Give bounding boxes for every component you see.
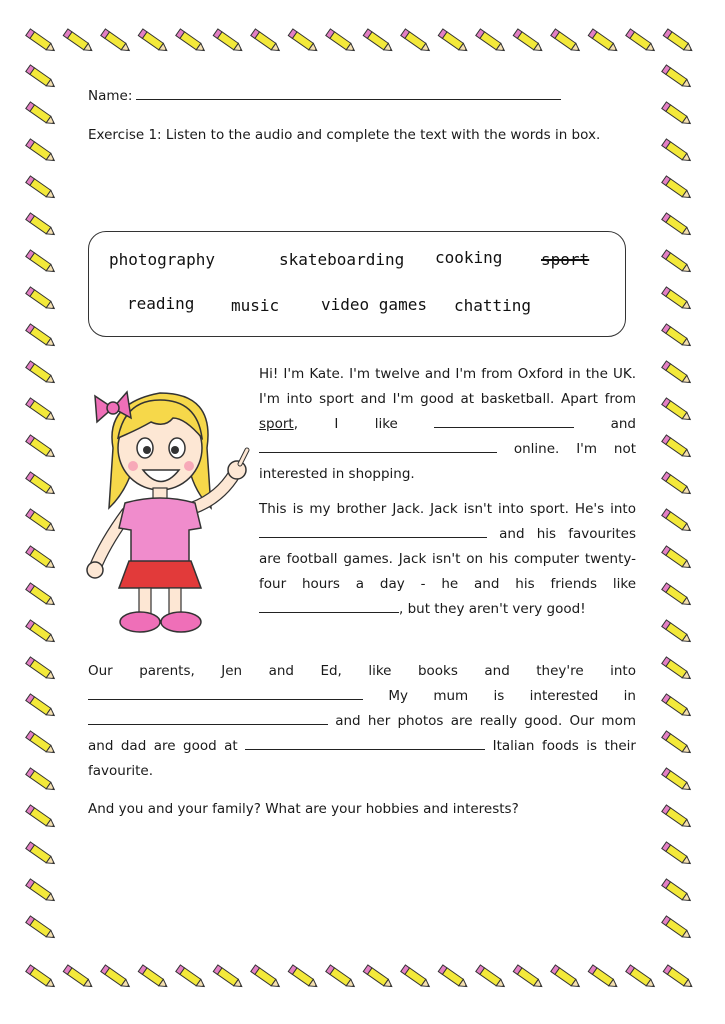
word-skateboarding: skateboarding: [279, 250, 405, 269]
pencil-icon: [326, 29, 357, 54]
blank-4[interactable]: [259, 598, 399, 613]
pencil-icon: [662, 435, 693, 460]
pencil-icon: [662, 324, 693, 349]
pencil-icon: [26, 287, 57, 312]
p2-text-c: , but they aren't very good!: [399, 601, 586, 617]
pencil-icon: [26, 842, 57, 867]
pencil-icon: [26, 620, 57, 645]
pencil-icon: [176, 965, 207, 990]
pencil-icon: [26, 694, 57, 719]
pencil-icon: [476, 29, 507, 54]
word-sport-crossed: sport: [541, 250, 590, 269]
pencil-icon: [63, 965, 94, 990]
pencil-icon: [662, 250, 693, 275]
exercise-instruction: Exercise 1: Listen to the audio and complete the text with the words in box.: [88, 127, 601, 143]
blank-7[interactable]: [245, 735, 485, 750]
p2-text-b: and his favourites are football games. Jack isn't on his computer twenty-four hours a day - he and his friends like: [259, 526, 636, 592]
pencil-icon: [26, 176, 57, 201]
pencil-icon: [662, 398, 693, 423]
word-cooking: cooking: [435, 248, 503, 267]
pencil-icon: [176, 29, 207, 54]
blank-5[interactable]: [88, 685, 363, 700]
pencil-icon: [662, 361, 693, 386]
pencil-icon: [662, 65, 693, 90]
pencil-icon: [513, 29, 544, 54]
pencil-icon: [551, 29, 582, 54]
pencil-icon: [26, 916, 57, 941]
pencil-icon: [476, 965, 507, 990]
blank-2[interactable]: [259, 438, 497, 453]
word-video-games: video games: [321, 295, 427, 314]
pencil-icon: [663, 965, 694, 990]
pencil-icon: [662, 731, 693, 756]
pencil-icon: [662, 509, 693, 534]
name-label: Name:: [88, 88, 133, 104]
word-chatting: chatting: [454, 296, 532, 315]
pencil-icon: [26, 583, 57, 608]
pencil-icon: [662, 176, 693, 201]
pencil-icon: [438, 965, 469, 990]
pencil-icon: [26, 435, 57, 460]
pencil-icon: [26, 213, 57, 238]
pencil-icon: [438, 29, 469, 54]
paragraph-kate: [259, 362, 636, 487]
name-blank[interactable]: [136, 99, 561, 100]
pencil-icon: [363, 965, 394, 990]
p3-text-d: Italian foods is their favourite.: [88, 738, 636, 779]
pencil-icon: [26, 805, 57, 830]
paragraph-parents: [88, 659, 636, 784]
pencil-icon: [251, 965, 282, 990]
blank-3[interactable]: [259, 523, 487, 538]
pencil-icon: [26, 965, 57, 990]
pencil-icon: [26, 398, 57, 423]
pencil-icon: [26, 879, 57, 904]
pencil-icon: [662, 139, 693, 164]
pencil-icon: [662, 879, 693, 904]
word-reading: reading: [127, 294, 195, 313]
pencil-icon: [662, 620, 693, 645]
pencil-icon: [26, 65, 57, 90]
pencil-icon: [662, 287, 693, 312]
pencil-icon: [26, 509, 57, 534]
pencil-icon: [662, 768, 693, 793]
pencil-icon: [662, 916, 693, 941]
p2-text-a: This is my brother Jack. Jack isn't into sport. He's into: [259, 501, 636, 517]
pencil-icon: [26, 472, 57, 497]
pencil-icon: [26, 29, 57, 54]
pencil-icon: [626, 29, 657, 54]
pencil-icon: [251, 29, 282, 54]
pencil-icon: [662, 213, 693, 238]
pencil-icon: [26, 657, 57, 682]
pencil-icon: [26, 361, 57, 386]
pencil-icon: [662, 694, 693, 719]
pencil-icon: [138, 29, 169, 54]
p1-example-answer: sport: [259, 416, 294, 432]
pencil-icon: [26, 768, 57, 793]
p1-text-a: Hi! I'm Kate. I'm twelve and I'm from Oxford in the UK. I'm into sport and I'm good at basketball. Apart from: [259, 366, 636, 407]
pencil-icon: [26, 731, 57, 756]
pencil-icon: [63, 29, 94, 54]
blank-6[interactable]: [88, 710, 328, 725]
pencil-icon: [138, 965, 169, 990]
blank-1[interactable]: [434, 413, 574, 428]
pencil-icon: [626, 965, 657, 990]
pencil-icon: [26, 250, 57, 275]
pencil-icon: [401, 965, 432, 990]
pencil-icon: [26, 546, 57, 571]
closing-question: And you and your family? What are your hobbies and interests?: [88, 801, 519, 817]
pencil-icon: [662, 472, 693, 497]
pencil-icon: [662, 657, 693, 682]
pencil-icon: [551, 965, 582, 990]
p1-text-c: and: [574, 416, 636, 432]
word-photography: photography: [109, 250, 215, 269]
pencil-icon: [662, 546, 693, 571]
pencil-icon: [363, 29, 394, 54]
pencil-icon: [662, 805, 693, 830]
name-line: [88, 88, 568, 104]
pencil-icon: [101, 965, 132, 990]
pencil-icon: [662, 842, 693, 867]
p3-text-b: My mum is interested in: [363, 688, 636, 704]
girl-illustration: [85, 378, 255, 640]
pencil-icon: [26, 102, 57, 127]
pencil-icon: [26, 324, 57, 349]
word-music: music: [231, 296, 280, 315]
pencil-icon: [588, 965, 619, 990]
word-box: [88, 231, 626, 337]
p1-text-b: , I like: [293, 416, 435, 432]
pencil-icon: [213, 965, 244, 990]
p3-text-a: Our parents, Jen and Ed, like books and they're into: [88, 663, 636, 679]
pencil-icon: [288, 29, 319, 54]
pencil-icon: [662, 102, 693, 127]
paragraph-jack: [259, 497, 636, 622]
pencil-icon: [663, 29, 694, 54]
pencil-icon: [513, 965, 544, 990]
pencil-icon: [326, 965, 357, 990]
p3-text-c: and her photos are really good. Our mom and dad are good at: [88, 713, 636, 754]
pencil-icon: [662, 583, 693, 608]
pencil-icon: [288, 965, 319, 990]
pencil-icon: [401, 29, 432, 54]
pencil-icon: [588, 29, 619, 54]
pencil-icon: [26, 139, 57, 164]
pencil-icon: [213, 29, 244, 54]
pencil-icon: [101, 29, 132, 54]
p1-text-d: online. I'm not interested in shopping.: [259, 441, 636, 482]
